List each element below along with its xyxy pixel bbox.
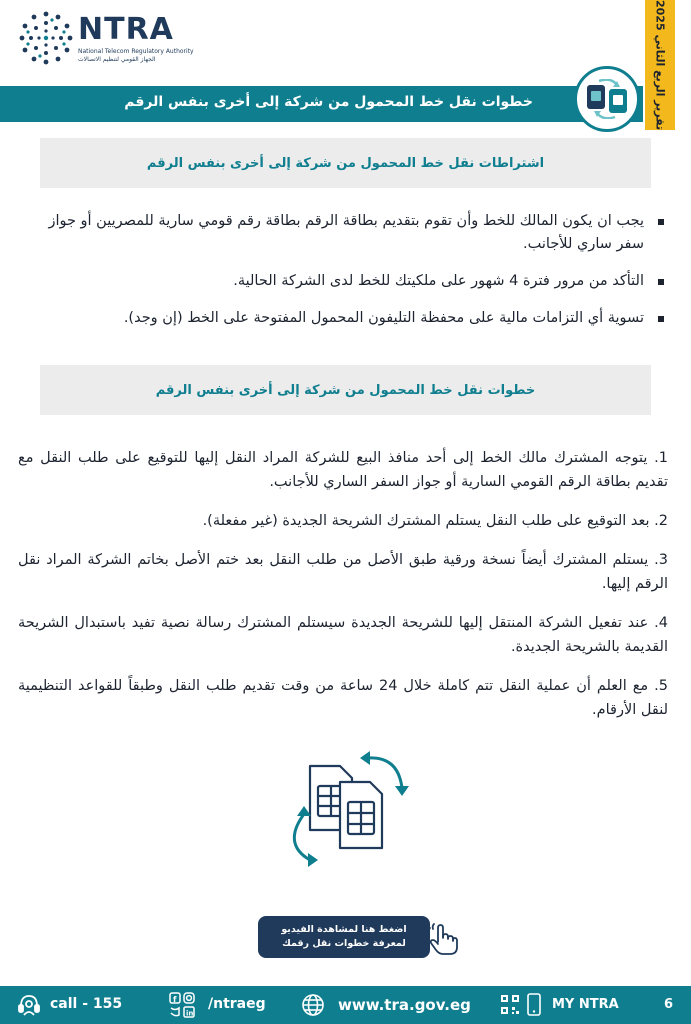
watch-video-line2: لمعرفة خطوات نقل رقمك [282, 938, 406, 949]
page-title: خطوات نقل خط المحمول من شركة إلى أخرى بنفس الرقم [124, 94, 533, 110]
sim-transfer-badge-icon [574, 66, 640, 132]
footer-website-link[interactable]: www.tra.gov.eg [338, 996, 471, 1014]
sim-swap-illustration-icon [270, 748, 420, 868]
svg-text:in: in [186, 1009, 194, 1018]
list-item: تسوية أي التزامات مالية على محفظة التليفون المحمول المفتوحة على الخط (إن وجد). [18, 307, 668, 330]
qr-code-icon [500, 993, 520, 1017]
list-item: يجب ان يكون المالك للخط وأن تقوم بتقديم بطاقة الرقم بطاقة رقم قومي سارية للمصريين أو جواز سفر ساري للأجانب. [18, 210, 668, 256]
logo-subtitle-ar: الجهاز القومي لتنظيم الاتصالات [78, 56, 156, 63]
report-side-tab [645, 0, 675, 130]
smartphone-icon [526, 993, 542, 1017]
requirements-heading-box [40, 138, 651, 188]
logo-subtitle-en: National Telecom Regulatory Authority [78, 48, 194, 55]
ntra-logo [18, 10, 194, 70]
footer-call[interactable]: call - 155 [50, 996, 123, 1012]
watch-video-line1: اضغط هنا لمشاهدة الفيديو [281, 924, 407, 935]
page-title-band [0, 86, 643, 122]
steps-heading-box [40, 365, 651, 415]
logo-dots-icon [18, 10, 74, 66]
pointing-hand-icon [426, 920, 460, 956]
step-item: 1. يتوجه المشترك مالك الخط إلى أحد منافذ البيع للشركة المراد النقل إليها للتوقيع على طلب النقل مع تقديم بطاقة الرقم القومي السارية أو جواز السفر الساري للأجانب. [18, 450, 668, 490]
svg-text:f: f [173, 995, 177, 1004]
footer-social-handle[interactable]: /ntraeg [208, 996, 266, 1012]
steps-list [18, 446, 668, 737]
page-number: 6 [664, 997, 674, 1012]
headset-icon [16, 993, 42, 1017]
step-item: 2. بعد التوقيع على طلب النقل يستلم المشترك الشريحة الجديدة (غير مفعلة). [202, 513, 668, 529]
requirements-list [18, 210, 668, 344]
step-item: 5. مع العلم أن عملية النقل تتم كاملة خلال 24 ساعة من وقت تقديم طلب النقل وطبقاً للقواعد التنظيمية لنقل الأرقام. [18, 678, 668, 718]
footer-app-name[interactable]: MY NTRA [552, 997, 619, 1012]
requirements-heading: اشتراطات نقل خط المحمول من شركة إلى أخرى بنفس الرقم [146, 155, 545, 171]
list-item: التأكد من مرور فترة 4 شهور على ملكيتك للخط لدى الشركة الحالية. [18, 270, 668, 293]
logo-wordmark: NTRA [78, 12, 174, 47]
page-footer [0, 986, 691, 1024]
step-item: 4. عند تفعيل الشركة المنتقل إليها للشريحة الجديدة سيستلم المشترك رسالة نصية تفيد باستبدال الشريحة القديمة بالشريحة الجديدة. [18, 615, 668, 655]
watch-video-button[interactable] [258, 916, 430, 958]
social-media-icons [168, 991, 202, 1019]
steps-heading: خطوات نقل خط المحمول من شركة إلى أخرى بنفس الرقم [155, 382, 536, 398]
report-side-tab-label: تقرير الربع الثاني 2025 [653, 0, 667, 131]
globe-icon [298, 993, 328, 1017]
step-item: 3. يستلم المشترك أيضاً نسخة ورقية طبق الأصل من طلب النقل بعد ختم الأصل بخاتم الشركة المراد نقل الرقم إليها. [18, 552, 668, 592]
